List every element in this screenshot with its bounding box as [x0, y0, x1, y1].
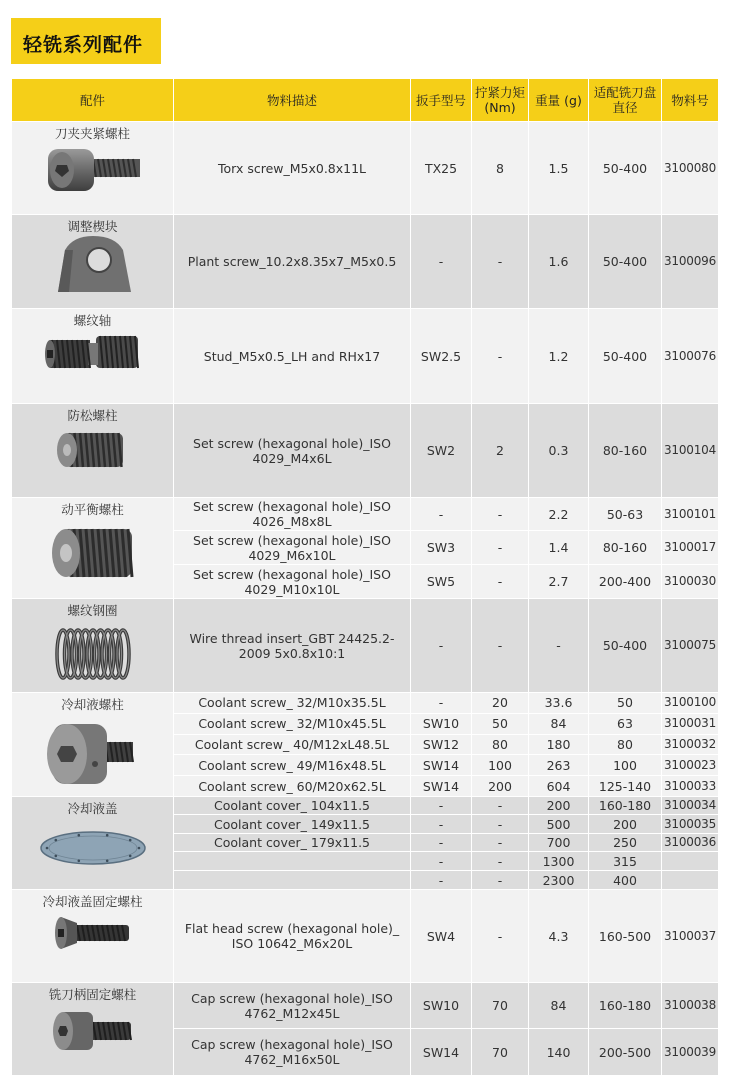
description-cell: Plant screw_10.2x8.35x7_M5x0.5 [174, 215, 411, 309]
wrench-cell: SW10 [411, 983, 472, 1029]
torque-cell: 20 [472, 693, 529, 714]
header-torque-line1: 拧紧力矩 [474, 85, 525, 100]
weight-cell: 1.6 [529, 215, 589, 309]
wrench-cell: SW5 [411, 565, 472, 599]
part-name: 冷却液螺柱 [61, 697, 124, 712]
weight-cell: 200 [529, 797, 589, 815]
weight-cell: - [529, 599, 589, 693]
part-cell [12, 693, 174, 797]
torque-cell: - [472, 215, 529, 309]
description-cell: Coolant screw_ 40/M12xL48.5L [174, 734, 411, 755]
diameter-cell: 50-400 [589, 215, 662, 309]
torque-cell: - [472, 565, 529, 599]
torque-cell: 200 [472, 776, 529, 797]
torx-screw-icon [12, 141, 173, 199]
table-row [12, 599, 719, 693]
part-name: 螺纹轴 [73, 313, 112, 328]
diameter-cell: 50-400 [589, 599, 662, 693]
wire-insert-icon [12, 618, 173, 688]
diameter-cell: 200-500 [589, 1029, 662, 1076]
wrench-cell: SW10 [411, 713, 472, 734]
header-diameter-line1: 适配铣刀盘 [593, 85, 657, 100]
torque-cell: - [472, 852, 529, 871]
part-cell [12, 890, 174, 983]
header-partno: 物料号 [662, 79, 719, 122]
partno-cell: 3100031 [662, 713, 719, 734]
weight-cell: 33.6 [529, 693, 589, 714]
wrench-cell: SW12 [411, 734, 472, 755]
partno-cell: 3100032 [662, 734, 719, 755]
weight-cell: 1.5 [529, 122, 589, 215]
description-cell: Set screw (hexagonal hole)_ISO 4029_M10x10L [174, 565, 411, 599]
description-cell: Coolant cover_ 179x11.5 [174, 834, 411, 852]
table-row [12, 983, 719, 1029]
partno-cell: 3100076 [662, 309, 719, 404]
description-cell: Torx screw_M5x0.8x11L [174, 122, 411, 215]
table-row [12, 215, 719, 309]
part-name: 防松螺柱 [67, 408, 118, 423]
weight-cell: 2300 [529, 871, 589, 890]
weight-cell: 604 [529, 776, 589, 797]
torque-cell: - [472, 498, 529, 531]
wrench-cell: - [411, 871, 472, 890]
part-cell [12, 215, 174, 309]
part-name: 螺纹钢圈 [67, 603, 118, 618]
weight-cell: 1.2 [529, 309, 589, 404]
partno-cell: 3100038 [662, 983, 719, 1029]
description-cell [174, 852, 411, 871]
partno-cell: 3100096 [662, 215, 719, 309]
weight-cell: 140 [529, 1029, 589, 1076]
description-cell [174, 871, 411, 890]
cap-screw-icon [12, 1002, 173, 1062]
partno-cell: 3100100 [662, 693, 719, 714]
page-title: 轻铣系列配件 [11, 18, 161, 64]
flat-head-screw-icon [12, 909, 173, 959]
weight-cell: 4.3 [529, 890, 589, 983]
table-row [12, 309, 719, 404]
diameter-cell: 400 [589, 871, 662, 890]
weight-cell: 500 [529, 815, 589, 834]
diameter-cell: 160-500 [589, 890, 662, 983]
torque-cell: 2 [472, 404, 529, 498]
part-name: 铣刀柄固定螺柱 [48, 987, 137, 1002]
diameter-cell: 125-140 [589, 776, 662, 797]
weight-cell: 0.3 [529, 404, 589, 498]
description-cell: Coolant cover_ 149x11.5 [174, 815, 411, 834]
diameter-cell: 50-400 [589, 122, 662, 215]
partno-cell: 3100104 [662, 404, 719, 498]
description-cell: Set screw (hexagonal hole)_ISO 4026_M8x8L [174, 498, 411, 531]
table-row [12, 404, 719, 498]
header-torque [472, 79, 529, 122]
set-screw-icon [12, 423, 173, 477]
part-cell [12, 983, 174, 1076]
diameter-cell: 100 [589, 755, 662, 776]
partno-cell: 3100080 [662, 122, 719, 215]
partno-cell: 3100033 [662, 776, 719, 797]
wedge-block-icon [12, 234, 173, 296]
torque-cell: 50 [472, 713, 529, 734]
part-cell [12, 404, 174, 498]
diameter-cell: 80 [589, 734, 662, 755]
diameter-cell: 50 [589, 693, 662, 714]
partno-cell: 3100037 [662, 890, 719, 983]
part-name: 刀夹夹紧螺柱 [54, 126, 130, 141]
accessories-table [11, 78, 719, 1076]
wrench-cell: - [411, 834, 472, 852]
torque-cell: - [472, 531, 529, 565]
partno-cell [662, 852, 719, 871]
description-cell: Set screw (hexagonal hole)_ISO 4029_M4x6L [174, 404, 411, 498]
part-name: 冷却液盖固定螺柱 [42, 894, 143, 909]
diameter-cell: 315 [589, 852, 662, 871]
description-cell: Coolant screw_ 32/M10x35.5L [174, 693, 411, 714]
wrench-cell: - [411, 815, 472, 834]
table-header-row [12, 79, 719, 122]
diameter-cell: 80-160 [589, 531, 662, 565]
part-cell [12, 309, 174, 404]
diameter-cell: 250 [589, 834, 662, 852]
description-cell: Cap screw (hexagonal hole)_ISO 4762_M16x50L [174, 1029, 411, 1076]
weight-cell: 84 [529, 713, 589, 734]
description-cell: Set screw (hexagonal hole)_ISO 4029_M6x10L [174, 531, 411, 565]
partno-cell: 3100075 [662, 599, 719, 693]
torque-cell: - [472, 309, 529, 404]
weight-cell: 700 [529, 834, 589, 852]
weight-cell: 2.2 [529, 498, 589, 531]
diameter-cell: 63 [589, 713, 662, 734]
diameter-cell: 200-400 [589, 565, 662, 599]
torque-cell: - [472, 815, 529, 834]
torque-cell: 80 [472, 734, 529, 755]
wrench-cell: - [411, 693, 472, 714]
header-desc: 物料描述 [174, 79, 411, 122]
partno-cell: 3100017 [662, 531, 719, 565]
stud-icon [12, 328, 173, 380]
wrench-cell: SW14 [411, 776, 472, 797]
weight-cell: 1300 [529, 852, 589, 871]
table-row [12, 498, 719, 531]
header-wrench: 扳手型号 [411, 79, 472, 122]
table-body [12, 122, 719, 1076]
weight-cell: 1.4 [529, 531, 589, 565]
wrench-cell: SW2 [411, 404, 472, 498]
table-row [12, 890, 719, 983]
header-part: 配件 [12, 79, 174, 122]
wrench-cell: - [411, 599, 472, 693]
part-cell [12, 599, 174, 693]
coolant-screw-icon [12, 712, 173, 796]
wrench-cell: SW3 [411, 531, 472, 565]
diameter-cell: 50-63 [589, 498, 662, 531]
wrench-cell: SW2.5 [411, 309, 472, 404]
diameter-cell: 80-160 [589, 404, 662, 498]
wrench-cell: SW4 [411, 890, 472, 983]
header-torque-line2: (Nm) [484, 100, 516, 115]
wrench-cell: SW14 [411, 1029, 472, 1076]
weight-cell: 263 [529, 755, 589, 776]
header-weight: 重量 (g) [529, 79, 589, 122]
balance-screw-icon [12, 517, 173, 589]
part-name: 动平衡螺柱 [61, 502, 124, 517]
wrench-cell: - [411, 498, 472, 531]
torque-cell: - [472, 834, 529, 852]
weight-cell: 180 [529, 734, 589, 755]
partno-cell: 3100035 [662, 815, 719, 834]
wrench-cell: - [411, 797, 472, 815]
wrench-cell: TX25 [411, 122, 472, 215]
partno-cell: 3100023 [662, 755, 719, 776]
torque-cell: 70 [472, 983, 529, 1029]
description-cell: Wire thread insert_GBT 24425.2-2009 5x0.8x10:1 [174, 599, 411, 693]
coolant-cover-icon [12, 816, 173, 876]
torque-cell: 70 [472, 1029, 529, 1076]
weight-cell: 84 [529, 983, 589, 1029]
diameter-cell: 160-180 [589, 983, 662, 1029]
description-cell: Coolant cover_ 104x11.5 [174, 797, 411, 815]
torque-cell: 8 [472, 122, 529, 215]
wrench-cell: - [411, 215, 472, 309]
description-cell: Coolant screw_ 60/M20x62.5L [174, 776, 411, 797]
partno-cell: 3100101 [662, 498, 719, 531]
description-cell: Flat head screw (hexagonal hole)_ ISO 10642_M6x20L [174, 890, 411, 983]
partno-cell [662, 871, 719, 890]
diameter-cell: 50-400 [589, 309, 662, 404]
torque-cell: - [472, 797, 529, 815]
description-cell: Stud_M5x0.5_LH and RHx17 [174, 309, 411, 404]
header-diameter [589, 79, 662, 122]
torque-cell: - [472, 871, 529, 890]
wrench-cell: - [411, 852, 472, 871]
partno-cell: 3100030 [662, 565, 719, 599]
diameter-cell: 160-180 [589, 797, 662, 815]
description-cell: Coolant screw_ 32/M10x45.5L [174, 713, 411, 734]
header-diameter-line2: 直径 [612, 100, 638, 115]
part-cell [12, 498, 174, 599]
description-cell: Cap screw (hexagonal hole)_ISO 4762_M12x45L [174, 983, 411, 1029]
wrench-cell: SW14 [411, 755, 472, 776]
partno-cell: 3100039 [662, 1029, 719, 1076]
table-row [12, 122, 719, 215]
diameter-cell: 200 [589, 815, 662, 834]
part-name: 冷却液盖 [67, 801, 118, 816]
weight-cell: 2.7 [529, 565, 589, 599]
part-cell [12, 122, 174, 215]
partno-cell: 3100034 [662, 797, 719, 815]
torque-cell: - [472, 890, 529, 983]
table-row [12, 797, 719, 815]
torque-cell: 100 [472, 755, 529, 776]
table-row [12, 693, 719, 714]
description-cell: Coolant screw_ 49/M16x48.5L [174, 755, 411, 776]
part-cell [12, 797, 174, 890]
torque-cell: - [472, 599, 529, 693]
part-name: 调整楔块 [67, 219, 118, 234]
partno-cell: 3100036 [662, 834, 719, 852]
